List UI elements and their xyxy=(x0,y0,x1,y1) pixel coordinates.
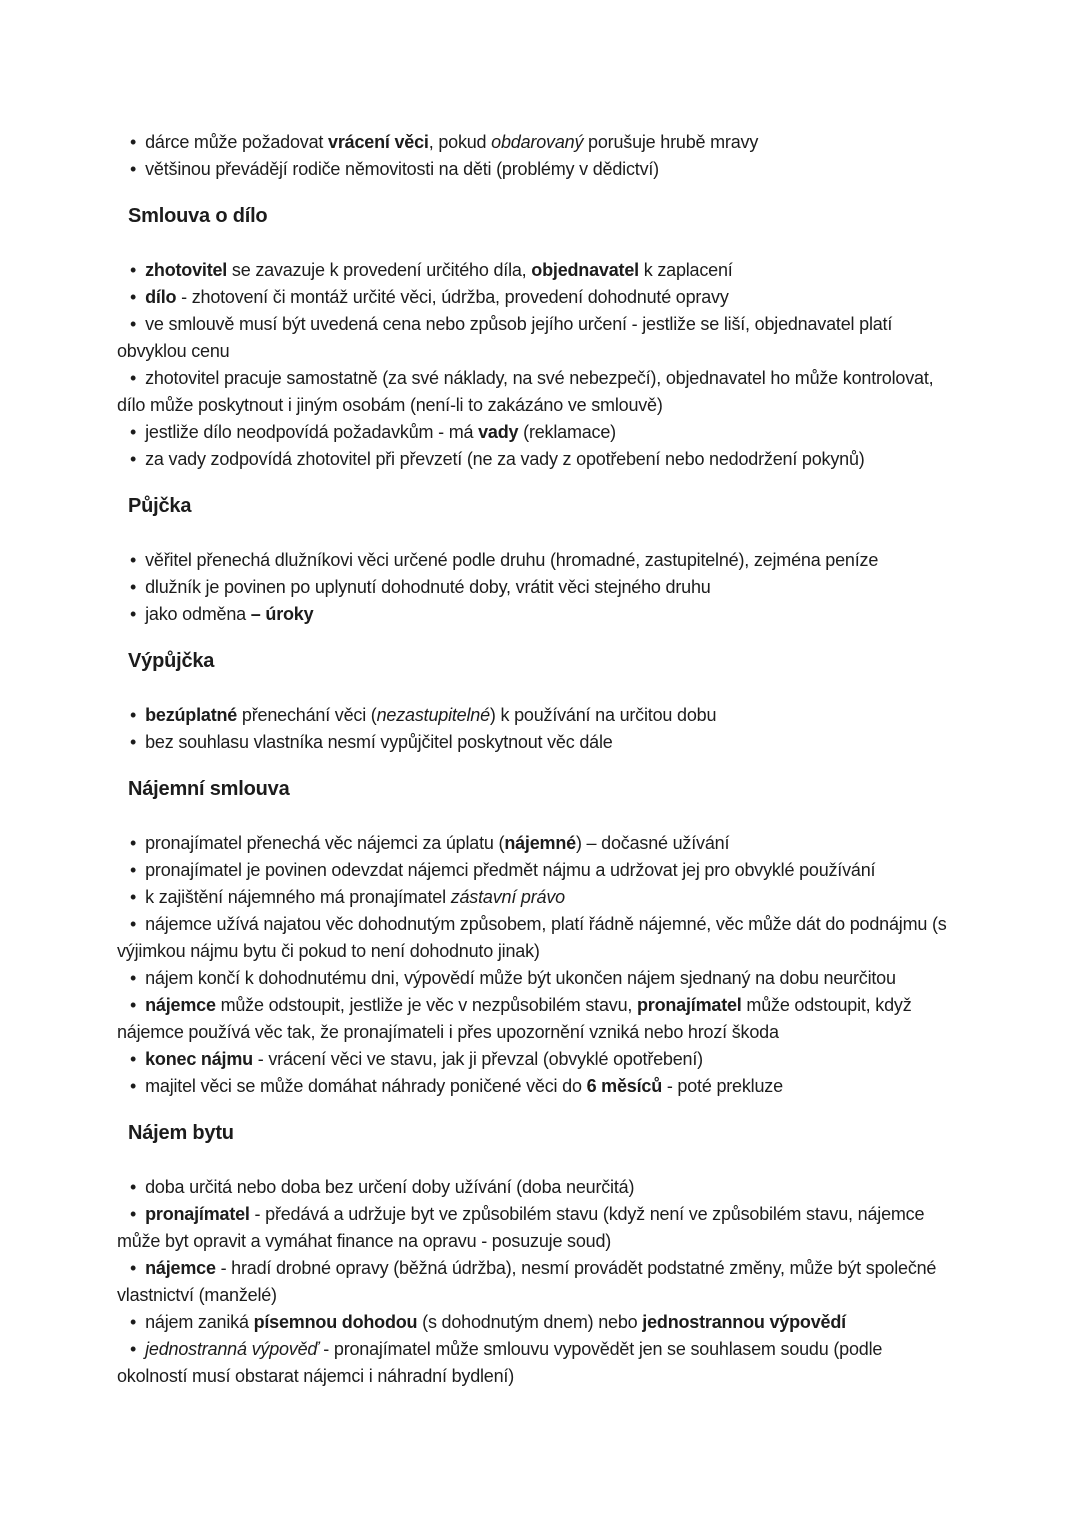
text-run: - vrácení věci ve stavu, jak ji převzal (obvyklé opotřebení) xyxy=(252,1049,703,1069)
bullet-marker: • xyxy=(130,887,137,907)
bullet-marker: • xyxy=(130,732,137,752)
bullet-marker: • xyxy=(130,260,137,280)
text-run: zástavní právo xyxy=(450,887,565,907)
text-run: písemnou dohodou xyxy=(253,1312,418,1332)
text-run: 6 měsíců xyxy=(586,1076,663,1096)
text-run: - poté prekluze xyxy=(662,1076,783,1096)
text-run: pronajímatel přenechá věc nájemci za úplatu ( xyxy=(145,833,505,853)
bullet-item xyxy=(117,702,957,729)
text-run: za vady zodpovídá zhotovitel při převzetí (ne za vady z opotřebení nebo nedodržení pokynů) xyxy=(145,449,865,469)
bullet-marker: • xyxy=(130,1076,137,1096)
text-run: nájem zaniká xyxy=(145,1312,254,1332)
text-run: dlužník je povinen po uplynutí dohodnuté doby, vrátit věci stejného druhu xyxy=(145,577,711,597)
text-run: zhotovitel xyxy=(145,260,228,280)
bullet-item xyxy=(117,574,957,601)
text-run: dílo xyxy=(145,287,177,307)
text-run: konec nájmu xyxy=(145,1049,253,1069)
bullet-marker: • xyxy=(130,1339,137,1359)
text-run: pronajímatel xyxy=(636,995,742,1015)
text-run: dárce může požadovat xyxy=(145,132,329,152)
text-run: ) – dočasné užívání xyxy=(575,833,730,853)
bullet-marker: • xyxy=(130,968,137,988)
bullet-item xyxy=(117,365,957,419)
text-run: - pronajímatel může smlouvu vypovědět jen se souhlasem soudu (podle okolností musí obstarat nájemci i náhradní bydlení) xyxy=(117,1339,883,1386)
bullet-marker: • xyxy=(130,833,137,853)
text-run: (reklamace) xyxy=(518,422,616,442)
text-run: - předává a udržuje byt ve způsobilém stavu (když není ve způsobilém stavu, nájemce může byt opravit a vymáhat finance na opravu - posuzuje soud) xyxy=(117,1204,925,1251)
text-run: , pokud xyxy=(428,132,492,152)
bullet-item xyxy=(117,830,957,857)
text-run: obdarovaný xyxy=(491,132,584,152)
bullet-item xyxy=(117,965,957,992)
section-heading: Nájemní smlouva xyxy=(128,778,290,800)
bullet-item xyxy=(117,1046,957,1073)
section-heading: Nájem bytu xyxy=(128,1122,234,1144)
text-run: porušuje hrubě mravy xyxy=(583,132,759,152)
bullet-item xyxy=(117,129,957,156)
bullet-item xyxy=(117,419,957,446)
bullet-item xyxy=(117,1309,957,1336)
text-run: nezastupitelné xyxy=(376,705,490,725)
bullet-marker: • xyxy=(130,550,137,570)
text-run: pronajímatel je povinen odevzdat nájemci předmět nájmu a udržovat jej pro obvyklé používání xyxy=(145,860,876,880)
text-run: pronajímatel xyxy=(145,1204,250,1224)
text-run: ve smlouvě musí být uvedená cena nebo způsob jejího určení - jestliže se liší, objednavatel platí obvyklou cenu xyxy=(117,314,893,361)
text-run: jednostrannou výpovědí xyxy=(642,1312,846,1332)
text-run: vrácení věci xyxy=(328,132,429,152)
text-run: se zavazuje k provedení určitého díla, xyxy=(227,260,532,280)
bullet-marker: • xyxy=(130,995,137,1015)
bullet-item xyxy=(117,156,957,183)
bullet-item xyxy=(117,311,957,365)
bullet-marker: • xyxy=(130,604,137,624)
bullet-item xyxy=(117,729,957,756)
bullet-marker: • xyxy=(130,1312,137,1332)
section-heading: Smlouva o dílo xyxy=(128,205,268,227)
text-run: k zajištění nájemného má pronajímatel xyxy=(145,887,451,907)
text-run: nájemné xyxy=(504,833,576,853)
text-run: nájemce užívá najatou věc dohodnutým způsobem, platí řádně nájemné, věc může dát do podnájmu (s výjimkou nájmu bytu či pokud to není dohodnuto jinak) xyxy=(117,914,947,961)
text-run: může odstoupit, jestliže je věc v nezpůsobilém stavu, xyxy=(215,995,637,1015)
bullet-item xyxy=(117,1255,957,1309)
bullet-marker: • xyxy=(130,577,137,597)
text-run: - zhotovení či montáž určité věci, údržba, provedení dohodnuté opravy xyxy=(176,287,729,307)
text-run: bezúplatné xyxy=(145,705,238,725)
bullet-item xyxy=(117,1073,957,1100)
bullet-item xyxy=(117,992,957,1046)
section-heading: Půjčka xyxy=(128,495,192,517)
text-run: nájemce xyxy=(145,995,216,1015)
bullet-marker: • xyxy=(130,449,137,469)
bullet-item xyxy=(117,547,957,574)
text-run: jako odměna xyxy=(145,604,251,624)
bullet-item xyxy=(117,1336,957,1390)
bullet-marker: • xyxy=(130,132,137,152)
text-run: věřitel přenechá dlužníkovi věci určené podle druhu (hromadné, zastupitelné), zejména peníze xyxy=(145,550,879,570)
text-run: doba určitá nebo doba bez určení doby užívání (doba neurčitá) xyxy=(145,1177,635,1197)
bullet-marker: • xyxy=(130,368,137,388)
bullet-marker: • xyxy=(130,314,137,334)
text-run: nájem končí k dohodnutému dni, výpovědí může být ukončen nájem sjednaný na dobu neurčitou xyxy=(145,968,896,988)
text-run: přenechání věci ( xyxy=(237,705,377,725)
text-run: bez souhlasu vlastníka nesmí vypůjčitel poskytnout věc dále xyxy=(145,732,613,752)
bullet-item xyxy=(117,1201,957,1255)
text-run: jestliže dílo neodpovídá požadavkům - má xyxy=(145,422,479,442)
text-run: může odstoupit, když nájemce používá věc tak, že pronajímateli i přes upozornění vzniká nebo hrozí škoda xyxy=(117,995,912,1042)
document-content xyxy=(117,129,957,1390)
text-run: majitel věci se může domáhat náhrady poničené věci do xyxy=(145,1076,587,1096)
bullet-marker: • xyxy=(130,705,137,725)
bullet-marker: • xyxy=(130,422,137,442)
text-run: k zaplacení xyxy=(638,260,733,280)
bullet-marker: • xyxy=(130,1258,137,1278)
text-run: – úroky xyxy=(250,604,314,624)
bullet-marker: • xyxy=(130,1049,137,1069)
bullet-item xyxy=(117,911,957,965)
section-heading: Výpůjčka xyxy=(128,650,215,672)
bullet-item xyxy=(117,601,957,628)
text-run: zhotovitel pracuje samostatně (za své náklady, na své nebezpečí), objednavatel ho může kontrolovat, dílo může poskytnout i jiným osobám (není-li to zakázáno ve smlouvě) xyxy=(117,368,934,415)
text-run: jednostranná výpověď xyxy=(145,1339,319,1359)
bullet-marker: • xyxy=(130,159,137,179)
bullet-item xyxy=(117,1174,957,1201)
bullet-marker: • xyxy=(130,860,137,880)
bullet-item xyxy=(117,284,957,311)
bullet-item xyxy=(117,257,957,284)
bullet-item xyxy=(117,446,957,473)
bullet-marker: • xyxy=(130,287,137,307)
bullet-item xyxy=(117,857,957,884)
text-run: vady xyxy=(478,422,519,442)
bullet-marker: • xyxy=(130,1204,137,1224)
text-run: ) k používání na určitou dobu xyxy=(489,705,717,725)
bullet-marker: • xyxy=(130,1177,137,1197)
text-run: (s dohodnutým dnem) nebo xyxy=(417,1312,643,1332)
text-run: - hradí drobné opravy (běžná údržba), nesmí provádět podstatné změny, může být společné vlastnictví (manželé) xyxy=(117,1258,937,1305)
text-run: většinou převádějí rodiče němovitosti na děti (problémy v dědictví) xyxy=(145,159,659,179)
text-run: objednavatel xyxy=(531,260,639,280)
text-run: nájemce xyxy=(145,1258,216,1278)
bullet-marker: • xyxy=(130,914,137,934)
bullet-item xyxy=(117,884,957,911)
